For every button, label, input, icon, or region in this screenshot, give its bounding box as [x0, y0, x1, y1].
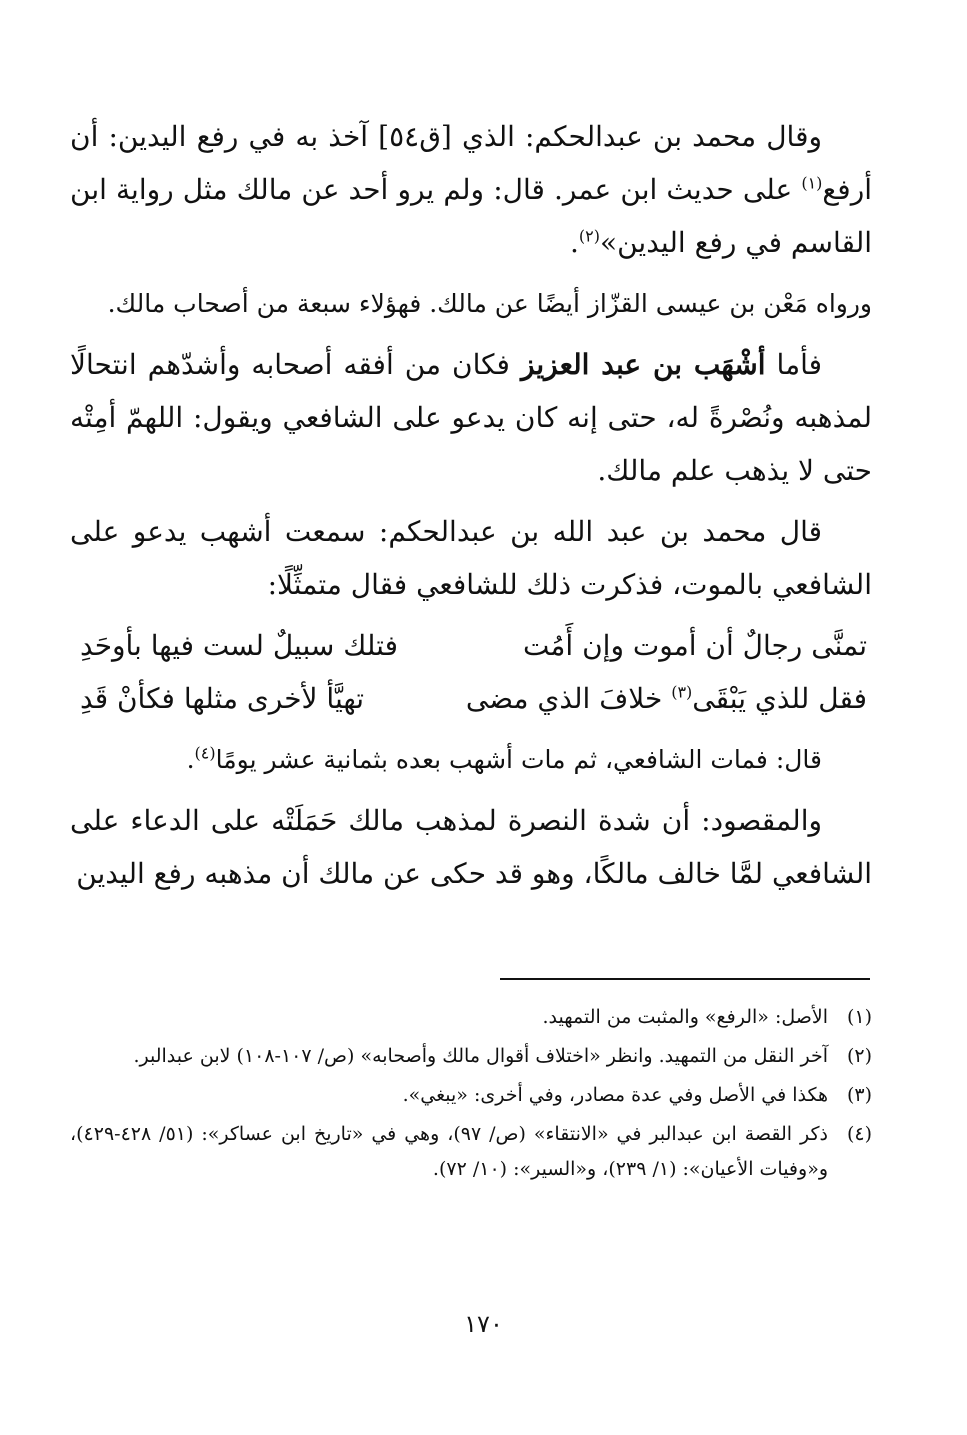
- verse-2-second-hemistich: تهيَّأ لأخرى مثلها فكأنْ قَدِ: [80, 682, 365, 715]
- footnotes: [70, 1000, 872, 1191]
- footnote-marker[interactable]: (٣): [671, 682, 693, 702]
- paragraph-6: والمقصود: أن شدة النصرة لمذهب مالك حَمَلَتْه على الدعاء على الشافعي لمَّا خالف مالكًا، وهو قد حكى عن مالك أن مذهبه رفع اليدين: [70, 804, 872, 890]
- verse-1-second-hemistich: فتلك سبيلٌ لست فيها بأوحَدِ: [80, 629, 398, 662]
- footnote-marker[interactable]: (٢): [578, 226, 600, 246]
- page-number: ١٧٠: [464, 1310, 503, 1338]
- footnote-text: ذكر القصة ابن عبدالبر في «الانتقاء» (ص/ ٩٧)، وهي في «تاريخ ابن عساكر»: (٥١/ ٤٢٨-٤٢٩)، و«وفيات الأعيان»: (١/ ٢٣٩)، و«السير»: (١٠/ ٧٢).: [70, 1123, 828, 1180]
- footnote-number: (١): [846, 1006, 872, 1028]
- poem-verse-2: [70, 672, 872, 725]
- footnote-3: [70, 1078, 872, 1113]
- name-highlight: أشْهَب بن عبد العزيز: [520, 348, 766, 381]
- footnote-1: [70, 1000, 872, 1035]
- footnote-number: (٣): [846, 1084, 872, 1106]
- paragraph-5: قال: فمات الشافعي، ثم مات أشهب بعده بثمانية عشر يومًا$^{(٤)}$.: [186, 743, 822, 774]
- footnote-4: [70, 1117, 872, 1187]
- footnote-text: الأصل: «الرفع» والمثبت من التمهيد.: [542, 1006, 828, 1028]
- poem-verse-1: [70, 619, 872, 672]
- main-text: [70, 110, 872, 908]
- footnote-2: [70, 1039, 872, 1074]
- footnote-number: (٤): [846, 1123, 872, 1145]
- footnote-number: (٢): [846, 1045, 872, 1067]
- paragraph-2: ورواه مَعْن بن عيسى القزّاز أيضًا عن مالك. فهؤلاء سبعة من أصحاب مالك.: [107, 289, 872, 318]
- paragraph-1: وقال محمد بن عبدالحكم: الذي [ق٥٤] آخذ به في رفع اليدين: أن أرفع$^{(١)}$ على حديث ابن عمر. قال: ولم يرو أحد عن مالك مثل رواية ابن القاسم في رفع اليدين»$^{(٢)}$.: [70, 120, 872, 259]
- footnote-marker[interactable]: (٤): [194, 743, 216, 763]
- footnote-text: هكذا في الأصل وفي عدة مصادر، وفي أخرى: «يبغي».: [402, 1084, 828, 1106]
- footnote-separator: [500, 978, 870, 980]
- paragraph-3: فأما أشْهَب بن عبد العزيز فكان من أفقه أصحابه وأشدّهم انتحالًا لمذهبه ونُصْرةً له، حتى إنه كان يدعو على الشافعي ويقول: اللهمّ أمِتْه حتى لا يذهب علم مالك.: [70, 348, 872, 487]
- paragraph-4: قال محمد بن عبد الله بن عبدالحكم: سمعت أشهب يدعو على الشافعي بالموت، فذكرت ذلك للشافعي فقال متمثِّلًا:: [70, 515, 872, 601]
- footnote-text: آخر النقل من التمهيد. وانظر «اختلاف أقوال مالك وأصحابه» (ص/ ١٠٧-١٠٨) لابن عبدالبر.: [133, 1045, 828, 1067]
- verse-1-first-hemistich: تمنَّى رجالٌ أن أموت وإن أَمُت: [522, 629, 867, 662]
- verse-2-first-hemistich: فقل للذي يَبْقَى$^{(٣)}$ خلافَ الذي مضى: [465, 682, 867, 715]
- footnote-marker[interactable]: (١): [801, 173, 823, 193]
